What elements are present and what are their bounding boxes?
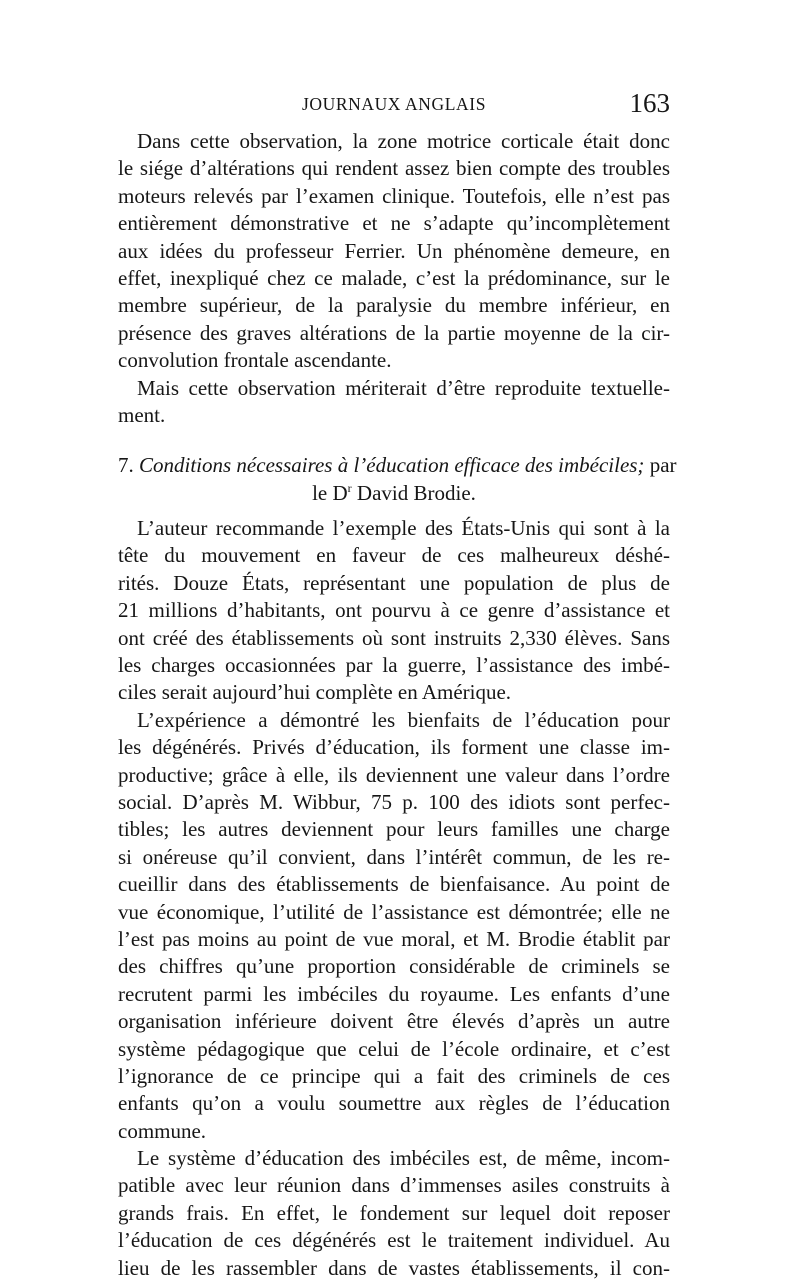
- paragraph: [118, 1145, 670, 1282]
- text-line: Dans cette observation, la zone motrice corticale était donc: [137, 129, 670, 153]
- text-line: ciles serait aujourd’hui complète en Amérique.: [118, 680, 512, 705]
- section-title: Conditions nécessaires à l’éducation efficace des imbéciles;: [139, 453, 645, 478]
- text-line: tête du mouvement en faveur de ces malheureux déshé-: [118, 543, 670, 568]
- text-line: le siége d’altérations qui rendent assez bien compte des troubles: [118, 156, 670, 181]
- section-spacer: [118, 429, 670, 452]
- text-line: des chiffres qu’une proportion considérable de criminels se: [118, 954, 670, 979]
- section-title-by: par: [649, 453, 677, 478]
- text-line: organisation inférieure doivent être élevés d’après un autre: [118, 1009, 670, 1034]
- text-line: grands frais. En effet, le fondement sur lequel doit reposer: [118, 1200, 670, 1225]
- text-line: social. D’après M. Wibbur, 75 p. 100 des idiots sont perfec-: [118, 789, 670, 814]
- paragraph: [118, 515, 670, 707]
- text-line: l’éducation de ces dégénérés est le traitement individuel. Au: [118, 1228, 670, 1253]
- paragraph: [118, 375, 670, 430]
- text-line: convolution frontale ascendante.: [118, 348, 392, 373]
- text-line: cueillir dans des établissements de bienfaisance. Au point de: [118, 872, 670, 897]
- author-name: David Brodie.: [356, 480, 476, 505]
- section-number: 7.: [118, 453, 134, 478]
- text-line: commune.: [118, 1118, 207, 1143]
- text-line: L’expérience a démontré les bienfaits de l’éducation pour: [137, 707, 670, 732]
- text-line: système pédagogique que celui de l’école ordinaire, et c’est: [118, 1036, 670, 1061]
- text-line: productive; grâce à elle, ils deviennent une valeur dans l’ordre: [118, 762, 670, 787]
- text-line: vue économique, l’utilité de l’assistance est démontrée; elle ne: [118, 899, 670, 924]
- text-line: ment.: [118, 402, 166, 427]
- page-number: 163: [629, 88, 670, 118]
- paragraph: [118, 128, 670, 375]
- text-line: tibles; les autres deviennent pour leurs familles une charge: [118, 817, 670, 842]
- text-line: membre supérieur, de la paralysie du membre inférieur, en: [118, 293, 670, 318]
- author-prefix: le D: [312, 480, 348, 505]
- section-heading: [118, 452, 677, 507]
- text-line: Le système d’éducation des imbéciles est, de même, incom-: [137, 1146, 670, 1171]
- text-line: l’est pas moins au point de vue moral, et M. Brodie établit par: [118, 926, 670, 951]
- text-line: présence des graves altérations de la partie moyenne de la cir-: [118, 320, 670, 345]
- text-line: patible avec leur réunion dans d’immenses asiles construits à: [118, 1173, 670, 1198]
- author-prefix-sup: r: [347, 480, 352, 495]
- text-line: les charges occasionnées par la guerre, l’assistance des imbé-: [118, 653, 670, 678]
- text-line: Mais cette observation mériterait d’être reproduite textuelle-: [137, 375, 670, 400]
- text-line: ont créé des établissements où sont instruits 2,330 élèves. Sans: [118, 625, 670, 650]
- section-author-line: [118, 480, 670, 507]
- paragraph: [118, 707, 670, 1145]
- text-line: recrutent parmi les imbéciles du royaume. Les enfants d’une: [118, 981, 670, 1006]
- text-line: L’auteur recommande l’exemple des États-Unis qui sont à la: [137, 516, 670, 541]
- page-header: [118, 88, 670, 122]
- text-line: enfants qu’on a voulu soumettre aux règles de l’éducation: [118, 1091, 670, 1116]
- text-line: lieu de les rassembler dans de vastes établissements, il con-: [118, 1255, 670, 1280]
- text-line: aux idées du professeur Ferrier. Un phénomène demeure, en: [118, 238, 670, 263]
- text-line: les dégénérés. Privés d’éducation, ils forment une classe im-: [118, 735, 670, 760]
- text-line: entièrement démonstrative et ne s’adapte qu’incomplètement: [118, 211, 670, 236]
- section-title-line: [118, 452, 677, 479]
- text-line: rités. Douze États, représentant une population de plus de: [118, 570, 670, 595]
- text-line: si onéreuse qu’il convient, dans l’intérêt commun, de les re-: [118, 844, 670, 869]
- text-line: l’ignorance de ce principe qui a fait des criminels de ces: [118, 1063, 670, 1088]
- text-line: 21 millions d’habitants, ont pourvu à ce genre d’assistance et: [118, 598, 670, 623]
- text-line: moteurs relevés par l’examen clinique. Toutefois, elle n’est pas: [118, 183, 670, 208]
- section-spacer: [118, 507, 670, 515]
- text-line: effet, inexpliqué chez ce malade, c’est la prédominance, sur le: [118, 265, 670, 290]
- running-title: JOURNAUX ANGLAIS: [301, 94, 487, 114]
- body-text: [118, 128, 677, 1282]
